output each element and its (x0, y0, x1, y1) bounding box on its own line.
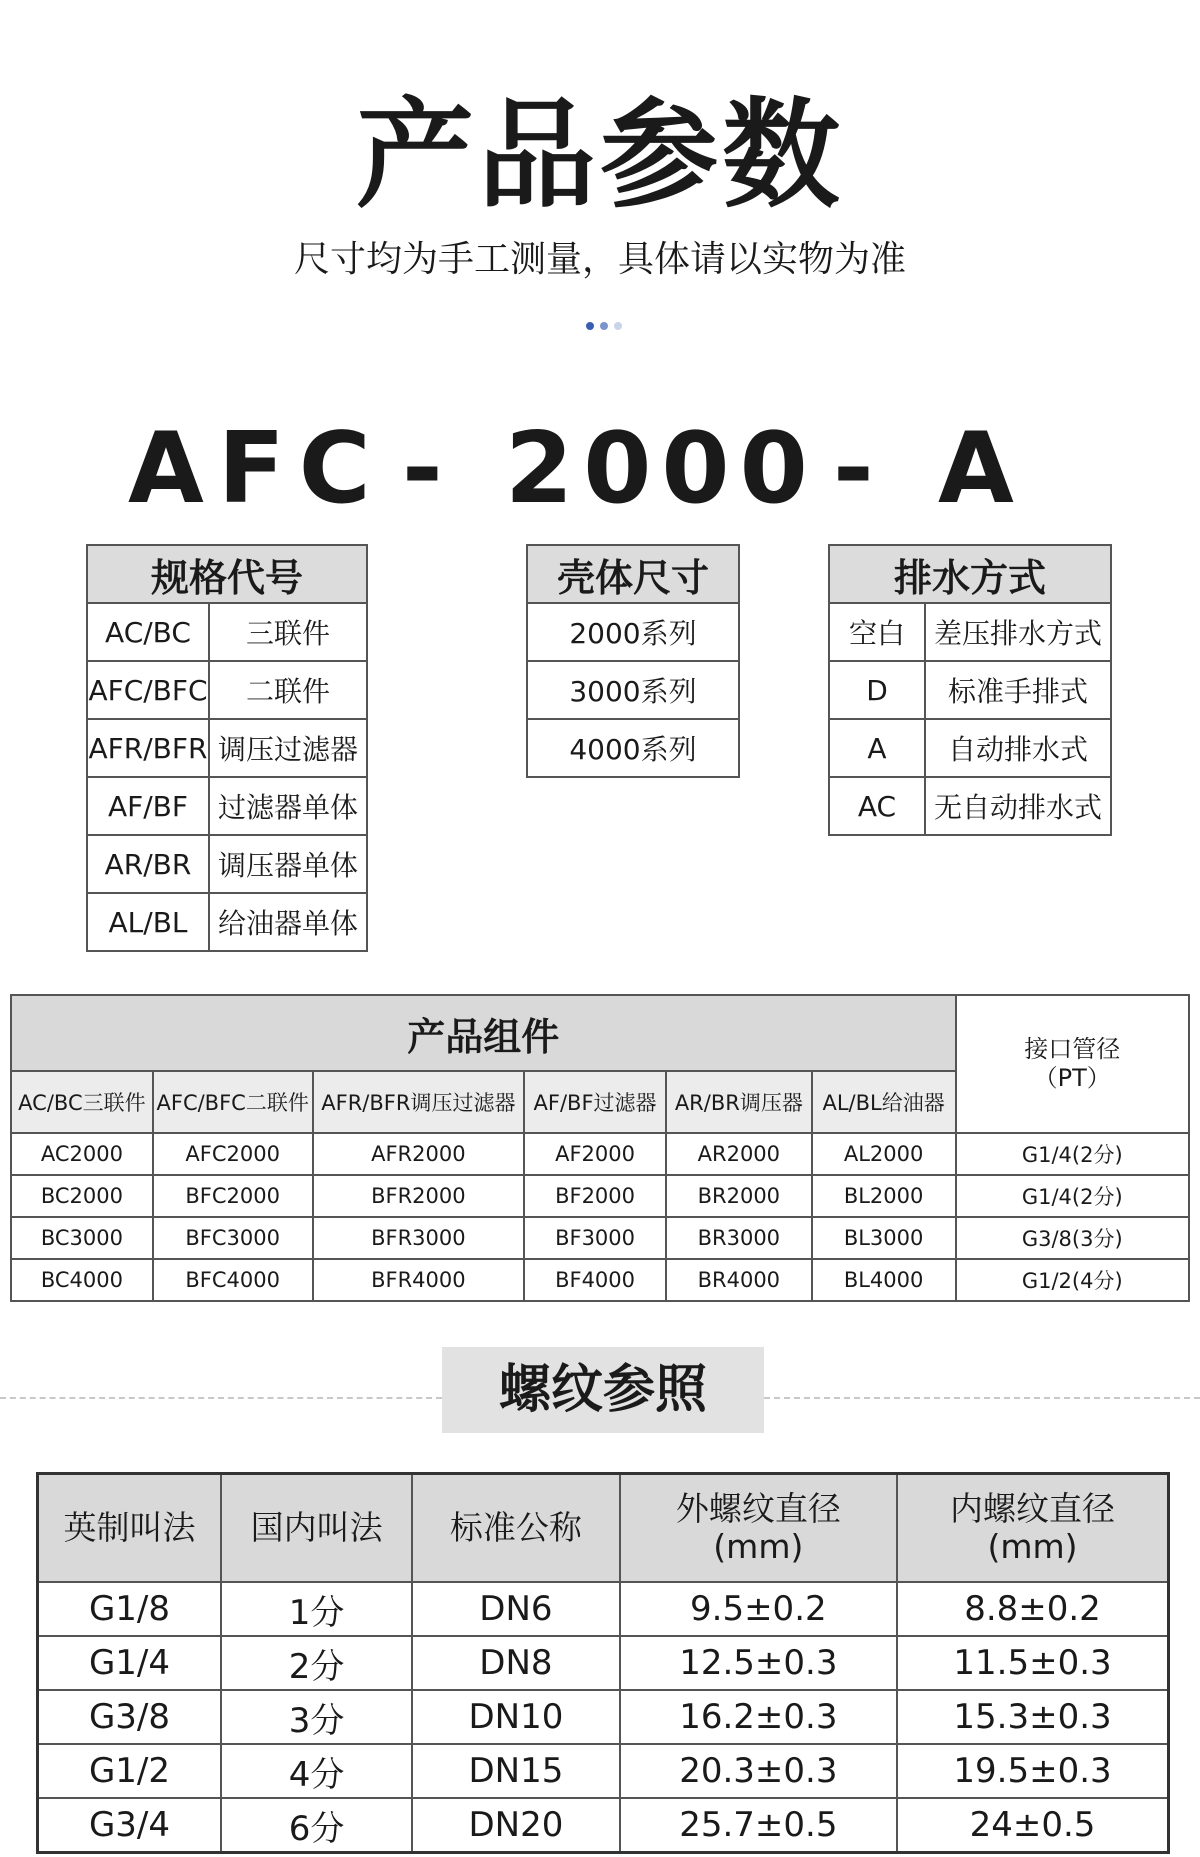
drain-method-code: A (829, 719, 925, 777)
port-size-cell: G1/4(2分) (956, 1175, 1190, 1217)
component-model-cell: BFC2000 (153, 1175, 313, 1217)
thread-cell: G3/4 (38, 1798, 221, 1853)
body-size-value: 2000系列 (527, 603, 739, 661)
thread-cell: 24±0.5 (897, 1798, 1168, 1853)
spec-code-desc: 给油器单体 (209, 893, 367, 951)
component-model-cell: BFR2000 (313, 1175, 525, 1217)
thread-column-header: 英制叫法 (38, 1474, 221, 1583)
product-components-table (10, 994, 1190, 1302)
thread-cell: DN8 (412, 1636, 619, 1690)
spec-code-row (87, 603, 367, 661)
thread-cell: G1/8 (38, 1582, 221, 1636)
thread-cell: 2分 (221, 1636, 412, 1690)
thread-row (38, 1582, 1169, 1636)
thread-row (38, 1744, 1169, 1798)
drain-method-code: AC (829, 777, 925, 835)
component-model-cell: BR4000 (666, 1259, 812, 1301)
spec-code-desc: 二联件 (209, 661, 367, 719)
pagination-dots (586, 322, 622, 330)
component-model-cell: BF3000 (524, 1217, 666, 1259)
port-size-cell: G1/2(4分) (956, 1259, 1190, 1301)
thread-cell: 3分 (221, 1690, 412, 1744)
drain-method-desc: 差压排水方式 (925, 603, 1111, 661)
spec-code-value: AFR/BFR (87, 719, 209, 777)
drain-method-code: D (829, 661, 925, 719)
component-column-header: AFC/BFC二联件 (153, 1071, 313, 1133)
component-model-cell: AFR2000 (313, 1133, 525, 1175)
model-code (0, 412, 1200, 530)
spec-code-header: 规格代号 (87, 545, 367, 603)
component-model-cell: AF2000 (524, 1133, 666, 1175)
component-model-cell: BR3000 (666, 1217, 812, 1259)
thread-row (38, 1690, 1169, 1744)
thread-reference-title: 螺纹参照 (442, 1347, 764, 1433)
dot-2 (600, 322, 608, 330)
page-title: 产品参数 (355, 86, 844, 224)
component-model-cell: BC4000 (11, 1259, 153, 1301)
component-model-cell: AL2000 (812, 1133, 956, 1175)
thread-column-header: 标准公称 (412, 1474, 619, 1583)
component-model-cell: BF4000 (524, 1259, 666, 1301)
component-model-cell: AR2000 (666, 1133, 812, 1175)
port-size-cell: G1/4(2分) (956, 1133, 1190, 1175)
body-size-value: 3000系列 (527, 661, 739, 719)
thread-column-header: 内螺纹直径 (mm) (897, 1474, 1168, 1583)
component-model-cell: BL4000 (812, 1259, 956, 1301)
body-size-row (527, 603, 739, 661)
thread-cell: 19.5±0.3 (897, 1744, 1168, 1798)
spec-code-table (86, 544, 368, 952)
drain-method-row (829, 719, 1111, 777)
page-subtitle: 尺寸均为手工测量，具体请以实物为准 (293, 239, 906, 280)
port-size-header-text: 接口管径 （PT） (1024, 1035, 1121, 1092)
component-model-cell: BFR4000 (313, 1259, 525, 1301)
drain-method-desc: 无自动排水式 (925, 777, 1111, 835)
thread-cell: 25.7±0.5 (620, 1798, 897, 1853)
thread-cell: 4分 (221, 1744, 412, 1798)
thread-cell: 11.5±0.3 (897, 1636, 1168, 1690)
thread-cell: 9.5±0.2 (620, 1582, 897, 1636)
drain-method-desc: 自动排水式 (925, 719, 1111, 777)
component-model-cell: BL3000 (812, 1217, 956, 1259)
component-model-cell: BFC3000 (153, 1217, 313, 1259)
spec-code-row (87, 893, 367, 951)
thread-cell: G3/8 (38, 1690, 221, 1744)
spec-code-desc: 调压过滤器 (209, 719, 367, 777)
component-row (11, 1133, 1189, 1175)
product-components-header: 产品组件 (11, 995, 956, 1071)
component-model-cell: AFC2000 (153, 1133, 313, 1175)
component-column-header: AFR/BFR调压过滤器 (313, 1071, 525, 1133)
component-column-header: AL/BL给油器 (812, 1071, 956, 1133)
thread-cell: 12.5±0.3 (620, 1636, 897, 1690)
thread-column-header: 外螺纹直径 (mm) (620, 1474, 897, 1583)
model-code-series: AFC (128, 412, 385, 526)
spec-code-value: AFC/BFC (87, 661, 209, 719)
spec-code-value: AL/BL (87, 893, 209, 951)
spec-code-row (87, 835, 367, 893)
thread-cell: DN20 (412, 1798, 619, 1853)
divider-right (764, 1397, 1200, 1399)
component-row (11, 1217, 1189, 1259)
model-code-size: 2000 (505, 412, 818, 526)
drain-method-row (829, 603, 1111, 661)
body-size-table (526, 544, 740, 778)
thread-cell: G1/2 (38, 1744, 221, 1798)
component-model-cell: AC2000 (11, 1133, 153, 1175)
spec-code-row (87, 777, 367, 835)
thread-cell: G1/4 (38, 1636, 221, 1690)
thread-cell: 1分 (221, 1582, 412, 1636)
thread-cell: DN10 (412, 1690, 619, 1744)
spec-code-value: AC/BC (87, 603, 209, 661)
spec-code-row (87, 661, 367, 719)
thread-row (38, 1636, 1169, 1690)
port-size-header (956, 995, 1190, 1133)
thread-cell: 16.2±0.3 (620, 1690, 897, 1744)
component-column-header: AR/BR调压器 (666, 1071, 812, 1133)
divider-left (0, 1397, 442, 1399)
thread-cell: 8.8±0.2 (897, 1582, 1168, 1636)
spec-code-value: AR/BR (87, 835, 209, 893)
body-size-header: 壳体尺寸 (527, 545, 739, 603)
component-column-header: AC/BC三联件 (11, 1071, 153, 1133)
body-size-row (527, 719, 739, 777)
dot-1 (586, 322, 594, 330)
body-size-row (527, 661, 739, 719)
drain-method-desc: 标准手排式 (925, 661, 1111, 719)
dot-3 (614, 322, 622, 330)
thread-cell: DN15 (412, 1744, 619, 1798)
component-model-cell: BC2000 (11, 1175, 153, 1217)
component-column-header: AF/BF过滤器 (524, 1071, 666, 1133)
spec-code-desc: 三联件 (209, 603, 367, 661)
spec-code-desc: 过滤器单体 (209, 777, 367, 835)
spec-code-value: AF/BF (87, 777, 209, 835)
component-model-cell: BC3000 (11, 1217, 153, 1259)
model-code-separator-1: - (402, 412, 443, 526)
component-model-cell: BL2000 (812, 1175, 956, 1217)
drain-method-code: 空白 (829, 603, 925, 661)
thread-cell: 15.3±0.3 (897, 1690, 1168, 1744)
thread-reference-table (36, 1472, 1170, 1854)
thread-cell: DN6 (412, 1582, 619, 1636)
port-size-cell: G3/8(3分) (956, 1217, 1190, 1259)
spec-code-row (87, 719, 367, 777)
model-code-drain: A (938, 412, 1014, 526)
thread-cell: 20.3±0.3 (620, 1744, 897, 1798)
drain-method-row (829, 661, 1111, 719)
body-size-value: 4000系列 (527, 719, 739, 777)
component-model-cell: BFC4000 (153, 1259, 313, 1301)
spec-code-desc: 调压器单体 (209, 835, 367, 893)
component-model-cell: BFR3000 (313, 1217, 525, 1259)
thread-column-header: 国内叫法 (221, 1474, 412, 1583)
drain-method-header: 排水方式 (829, 545, 1111, 603)
thread-cell: 6分 (221, 1798, 412, 1853)
component-row (11, 1175, 1189, 1217)
component-model-cell: BR2000 (666, 1175, 812, 1217)
component-row (11, 1259, 1189, 1301)
component-model-cell: BF2000 (524, 1175, 666, 1217)
model-code-separator-2: - (833, 412, 874, 526)
drain-method-row (829, 777, 1111, 835)
drain-method-table (828, 544, 1112, 836)
thread-row (38, 1798, 1169, 1853)
